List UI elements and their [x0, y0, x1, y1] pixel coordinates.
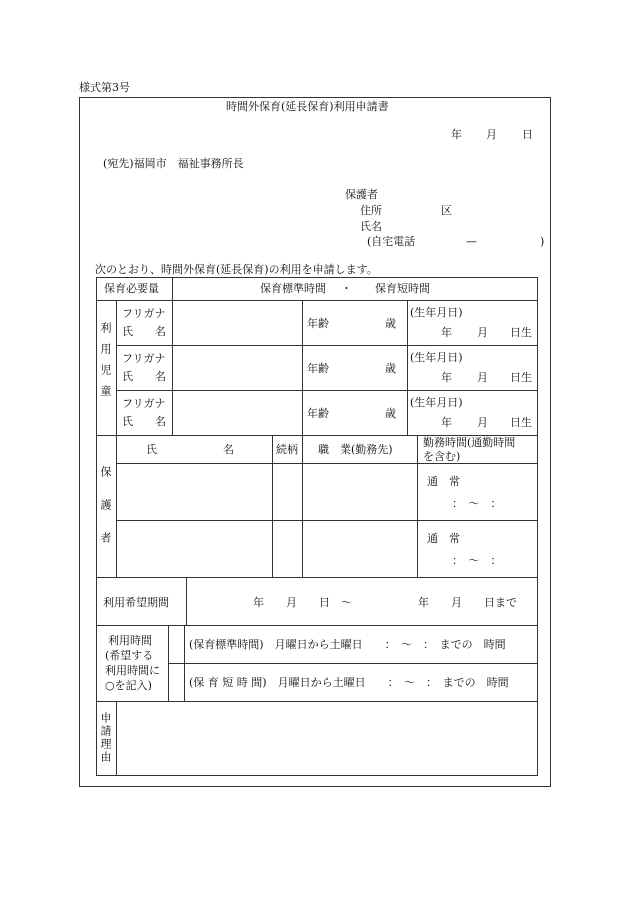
usage-time-line-2: (希望する [105, 649, 154, 662]
child1-birth-label: (生年月日) [410, 306, 463, 319]
usage-time-line-3: 利用時間に [105, 664, 160, 677]
ward-label: 区 [441, 204, 452, 217]
child2-age-label: 年齢 [307, 362, 329, 375]
period-text: 年 月 日 ～ 年 月 日まで [253, 596, 517, 609]
guardian1-time-range: ： ～ ： [452, 497, 502, 510]
col-work-hours-header-1: 勤務時間(通勤時間 [423, 436, 516, 449]
guardian2-usual: 通 常 [427, 532, 460, 545]
child3-furigana-label: フリガナ [122, 397, 166, 410]
child3-age-label: 年齢 [307, 407, 329, 420]
child1-furigana-label: フリガナ [122, 307, 166, 320]
child1-birth-year: 年 [441, 326, 452, 339]
phone-open: (自宅電話 [367, 235, 416, 248]
col-name-header: 氏 名 [146, 443, 234, 456]
col-job-header: 職 業(勤務先) [318, 443, 393, 456]
phone-close: ) [540, 235, 545, 248]
reason-label: 申請理由 [99, 712, 112, 764]
child3-name-label: 氏 名 [122, 415, 166, 428]
care-need-label: 保育必要量 [104, 282, 159, 295]
usage-time-line-1: 利用時間 [108, 634, 152, 647]
care-dot: ・ [341, 282, 352, 295]
child3-birth-year: 年 [441, 416, 452, 429]
date-month: 月 [486, 128, 497, 141]
usage-row-short: (保 育 短 時 間) 月曜日から土曜日 ： ～ ： までの 時間 [189, 676, 509, 689]
guardian1-usual: 通 常 [427, 475, 460, 488]
child1-birth-day: 日生 [510, 326, 532, 339]
guardian-label: 保護者 [345, 188, 378, 201]
child2-furigana-label: フリガナ [122, 352, 166, 365]
form-title: 時間外保育(延長保育)利用申請書 [226, 100, 389, 113]
phone-dash: — [466, 235, 477, 248]
child2-birth-year: 年 [441, 371, 452, 384]
child1-age-label: 年齢 [307, 317, 329, 330]
intro-text: 次のとおり、時間外保育(延長保育)の利用を申請します。 [95, 263, 378, 276]
col-relation-header: 続柄 [276, 443, 298, 456]
date-year: 年 [451, 128, 462, 141]
usage-row-standard: (保育標準時間) 月曜日から土曜日 ： ～ ： までの 時間 [189, 638, 506, 651]
children-side-label: 利用児童 [99, 322, 112, 406]
usage-time-line-4: ○を記入) [105, 679, 152, 692]
child3-birth-day: 日生 [510, 416, 532, 429]
period-label: 利用希望期間 [103, 596, 169, 609]
address-label: 住所 [360, 204, 382, 217]
addressee: (宛先)福岡市 福祉事務所長 [103, 157, 244, 170]
child1-age-unit: 歳 [385, 317, 396, 330]
care-short: 保育短時間 [375, 282, 430, 295]
name-label: 氏名 [360, 220, 382, 233]
child2-birth-month: 月 [477, 371, 488, 384]
child2-birth-label: (生年月日) [410, 351, 463, 364]
child2-birth-day: 日生 [510, 371, 532, 384]
col-work-hours-header-2: を含む) [423, 450, 461, 463]
form-number: 様式第3号 [79, 81, 130, 94]
care-standard: 保育標準時間 [260, 282, 326, 295]
child1-birth-month: 月 [477, 326, 488, 339]
date-day: 日 [522, 128, 533, 141]
child3-birth-label: (生年月日) [410, 396, 463, 409]
guardian2-time-range: ： ～ ： [452, 554, 502, 567]
child3-age-unit: 歳 [385, 407, 396, 420]
child1-name-label: 氏 名 [122, 325, 166, 338]
guardian-side-label: 保護者 [99, 466, 112, 565]
child2-name-label: 氏 名 [122, 370, 166, 383]
child2-age-unit: 歳 [385, 362, 396, 375]
child3-birth-month: 月 [477, 416, 488, 429]
